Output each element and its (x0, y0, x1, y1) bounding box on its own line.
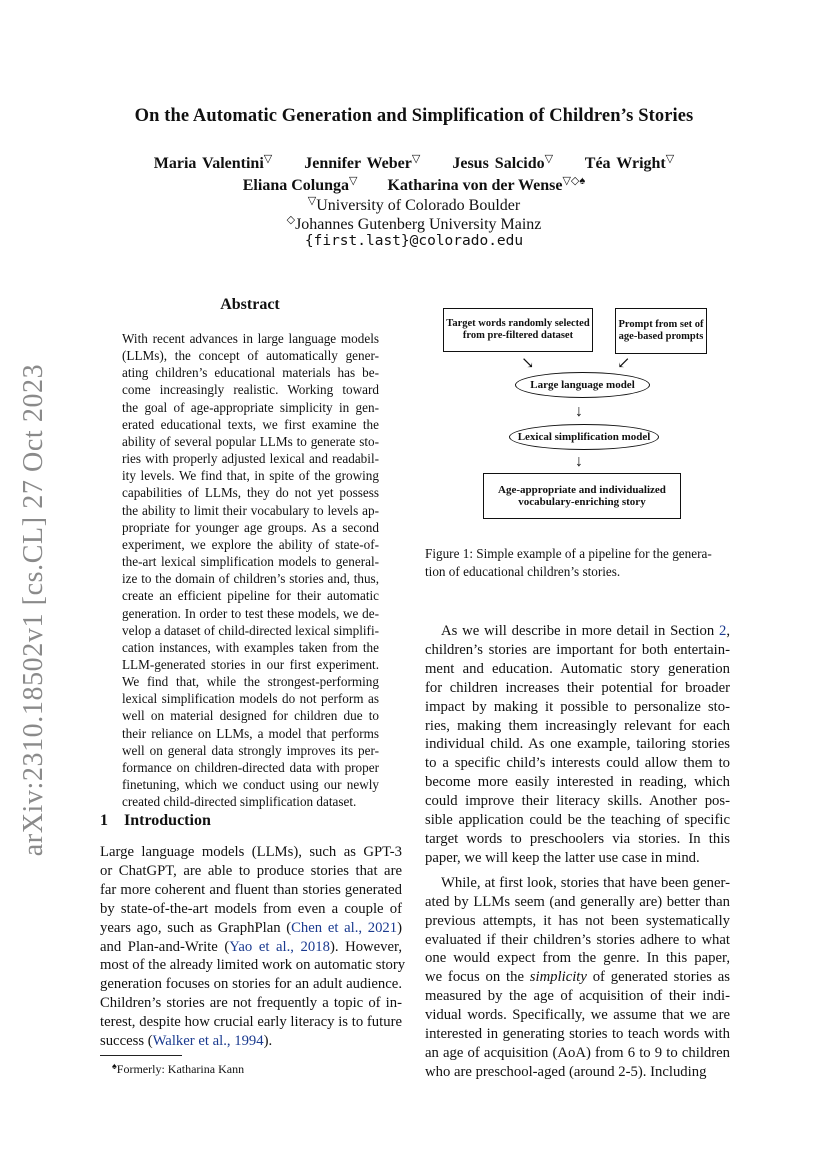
llm-ellipse: Large language model (515, 372, 650, 398)
text-line (425, 849, 730, 868)
text-line (100, 881, 402, 900)
text-segment: individual child. As one example, tailoring stories (425, 736, 730, 753)
abstract-line: With recent advances in large language models (122, 331, 379, 346)
text-line (425, 792, 730, 811)
author-name: Eliana Colunga (242, 177, 350, 194)
abstract-line: erated educational texts, we first examine the (122, 416, 379, 432)
arrow-down-left-icon: ↙ (617, 355, 631, 372)
affiliation-name: Johannes Gutenberg University Mainz (295, 216, 542, 233)
abstract-line: ability of several popular LLMs to generate sto- (122, 433, 379, 449)
figure-1 (425, 300, 730, 530)
prompt-box: Prompt from set of age-based prompts (615, 308, 707, 354)
text-line (425, 949, 730, 968)
text-line (425, 1063, 730, 1082)
abstract-line: propriate for younger age groups. As a second (122, 519, 379, 535)
emphasis-text: simplicity (529, 969, 587, 986)
text-segment: paper, we will keep the latter use case in mind. (425, 849, 700, 866)
text-line (100, 975, 402, 994)
abstract-line: lexical simplification models do not perform as (122, 691, 379, 707)
footnote (112, 1061, 244, 1077)
text-line (425, 893, 730, 912)
abstract-line: (LLMs), the concept of automatically gener- (122, 348, 379, 364)
text-line (425, 698, 730, 717)
text-line (425, 622, 730, 641)
text-line (425, 811, 730, 830)
arrow-down-icon: ↓ (575, 453, 583, 470)
abstract-line: experiment, we explore the ability of state-of- (122, 536, 379, 552)
affiliation-1 (0, 194, 828, 215)
text-segment: While, at first look, stories that have been gener- (441, 874, 730, 891)
abstract-line: formance on children-directed data with proper (122, 759, 379, 775)
text-segment: years ago, such as GraphPlan ( (100, 919, 292, 936)
arrow-down-right-icon: ↘ (521, 355, 535, 372)
affiliation-sup: ◇ (286, 214, 296, 226)
abstract-line: generation. In order to test these models, we de- (122, 605, 379, 621)
text-segment: Children’s stories are not frequently a topic of in- (100, 995, 402, 1012)
abstract-heading: Abstract (220, 296, 280, 313)
abstract-line: created child-directed simplification dataset. (122, 794, 357, 810)
simplification-ellipse: Lexical simplification model (509, 424, 659, 450)
intro-right-column (425, 622, 730, 1082)
citation-link[interactable]: 2 (718, 623, 727, 639)
text-line (100, 843, 402, 862)
author-line-1 (0, 152, 828, 173)
text-line (425, 874, 730, 893)
text-segment: evaluated if their children’s stories adhere to what (425, 931, 730, 948)
author-email: {first.last}@colorado.edu (304, 233, 524, 249)
abstract-body (122, 330, 379, 810)
text-line (425, 912, 730, 931)
author-sup: ▽ (349, 175, 358, 187)
affiliation-sup: ▽ (307, 195, 317, 207)
abstract-line: finetuning, which we conduct using our newly (122, 777, 379, 793)
abstract-line: We find that, while the strongest-performing (122, 674, 379, 690)
author-sup: ▽ (544, 153, 554, 165)
abstract-line: ity levels. We find that, in spite of the growing (122, 468, 379, 484)
text-segment: , (726, 623, 730, 639)
text-segment: sible application could be the teaching of specific (425, 812, 730, 829)
footnote-symbol: ♠ (112, 1061, 117, 1071)
text-segment: As we will describe in more detail in Section (441, 623, 719, 639)
text-line (425, 735, 730, 754)
paper-title: On the Automatic Generation and Simplification of Children’s Stories (134, 106, 694, 126)
text-segment: could improve their literacy skills. Another pos- (425, 793, 730, 810)
abstract-line: well on general data strongly improves its per- (122, 742, 379, 758)
arrow-down-icon: ↓ (575, 403, 583, 420)
text-line (425, 660, 730, 679)
text-line (425, 717, 730, 736)
affiliation-2 (0, 213, 828, 234)
abstract-line: the-art lexical simplification models to general- (122, 554, 379, 570)
author-name: Maria Valentini (153, 155, 264, 172)
author-name: Jesus Salcido (452, 155, 545, 172)
text-segment: one would expect from the genre. In this paper, (425, 950, 730, 967)
text-segment: interested in generating stories to teach words with (425, 1026, 730, 1043)
arxiv-stamp: arXiv:2310.18502v1 [cs.CL] 27 Oct 2023 (18, 363, 49, 857)
text-segment: ated by LLMs seem (and generally are) better than (425, 893, 730, 910)
text-segment: terest, despite how crucial early literacy is to future (100, 1014, 402, 1031)
text-segment: and Plan-and-Write ( (100, 938, 230, 955)
author-name: Téa Wright (584, 155, 666, 172)
text-segment: ries, making them increasingly relevant for each (425, 717, 730, 734)
author-line-2 (0, 174, 828, 195)
abstract-line: create an efficient pipeline for their automatic (122, 588, 379, 604)
caption-line: Figure 1: Simple example of a pipeline for the genera- (425, 546, 712, 561)
text-segment: target words to preschoolers via stories. In this (425, 830, 730, 847)
abstract-line: ize to the domain of children’s stories and, thus, (122, 571, 379, 587)
text-line (425, 1006, 730, 1025)
citation-link[interactable]: Chen et al., 2021 (291, 919, 398, 936)
author-name: Jennifer Weber (304, 155, 412, 172)
text-segment: we focus on the (425, 969, 530, 986)
text-segment: an age of acquisition (AoA) from 6 to 9 to children (425, 1044, 730, 1061)
text-line (100, 919, 402, 938)
text-line (425, 754, 730, 773)
text-line (425, 987, 730, 1006)
text-segment: become more easily interested in reading, which (425, 774, 730, 791)
text-segment: ment and education. Automatic story generation (425, 660, 730, 677)
text-line (425, 931, 730, 950)
text-segment: vidual words. Specifically, we assume that we are (425, 1007, 730, 1024)
text-segment: ). However, (329, 938, 403, 955)
citation-link[interactable]: Walker et al., 1994 (152, 1033, 264, 1050)
text-line (425, 641, 730, 660)
text-segment: Large language models (LLMs), such as GPT-3 (100, 844, 402, 860)
citation-link[interactable]: Yao et al., 2018 (229, 938, 330, 955)
text-line (425, 830, 730, 849)
text-segment: or ChatGPT, are able to produce stories that are (100, 862, 402, 879)
abstract-line: the ability to limit their vocabulary to levels ap- (122, 502, 379, 518)
author-name: Katharina von der Wense (387, 177, 563, 194)
author-sup: ▽ (411, 153, 421, 165)
affiliation-name: University of Colorado Boulder (316, 197, 521, 214)
text-line (425, 1025, 730, 1044)
section-number: 1 (100, 812, 108, 829)
text-line (100, 862, 402, 881)
text-segment: for children increases their potential for broader (425, 679, 730, 696)
text-segment: impact by making it possible to personalize sto- (425, 698, 730, 715)
text-segment: ) (397, 919, 403, 936)
abstract-line: cation instances, with examples taken from the (122, 639, 379, 655)
text-line (100, 938, 402, 957)
text-line (100, 900, 402, 919)
text-line (425, 968, 730, 987)
abstract-line: well on material designed for children due to (122, 708, 379, 724)
text-line (100, 994, 402, 1013)
abstract-line: their reliance on LLMs, a model that performs (122, 725, 379, 741)
text-line (425, 679, 730, 698)
text-segment: previous attempts, it has not been systematically (425, 912, 730, 929)
abstract-line: ating children’s educational materials has be- (122, 365, 379, 381)
text-segment: children’s stories are important for both entertain- (425, 641, 730, 658)
text-line (425, 1044, 730, 1063)
text-segment: to a specific child’s interests could allow them to (425, 755, 730, 772)
abstract-line: come increasingly realistic. Working toward (122, 382, 379, 398)
text-segment: success ( (100, 1033, 153, 1050)
section-title: Introduction (124, 812, 211, 829)
text-segment: ). (263, 1033, 273, 1050)
footnote-rule (100, 1055, 182, 1056)
text-line (100, 1013, 402, 1032)
intro-left-column (100, 843, 406, 1051)
text-segment: measured by the age of acquisition of their indi- (425, 988, 730, 1005)
author-sup: ▽ (263, 153, 273, 165)
abstract-line: LLM-generated stories in our first experiment. (122, 656, 379, 672)
caption-line: tion of educational children’s stories. (425, 564, 621, 579)
text-segment: by state-of-the-art models from even a couple of (100, 900, 402, 917)
text-segment: generation focuses on stories for an adult audience. (100, 976, 402, 993)
abstract-line: capabilities of LLMs, they do not yet possess (122, 485, 379, 501)
text-segment: most of the already limited work on automatic story (100, 957, 406, 974)
text-segment: who are preschool-aged (around 2-5). Including (425, 1063, 707, 1080)
abstract-line: velop a dataset of child-directed lexical simplifi- (122, 622, 379, 638)
author-sup: ▽ (665, 153, 675, 165)
text-segment: of generated stories as (586, 969, 730, 986)
abstract-line: the goal of age-appropriate simplicity in gen- (122, 399, 379, 415)
abstract-line: ries with properly adjusted lexical and readabil- (122, 451, 379, 467)
figure-caption (425, 545, 730, 581)
text-segment: far more coherent and fluent than stories generated (100, 881, 402, 898)
text-line (100, 956, 406, 975)
output-story-box: Age-appropriate and individualized vocabulary-enriching story (483, 473, 681, 519)
section-heading (100, 812, 211, 830)
footnote-text: Formerly: Katharina Kann (116, 1062, 245, 1076)
target-words-box: Target words randomly selected from pre-filtered dataset (443, 308, 593, 352)
author-sup: ▽◇♠ (562, 175, 586, 187)
text-line (100, 1032, 402, 1051)
text-line (425, 773, 730, 792)
